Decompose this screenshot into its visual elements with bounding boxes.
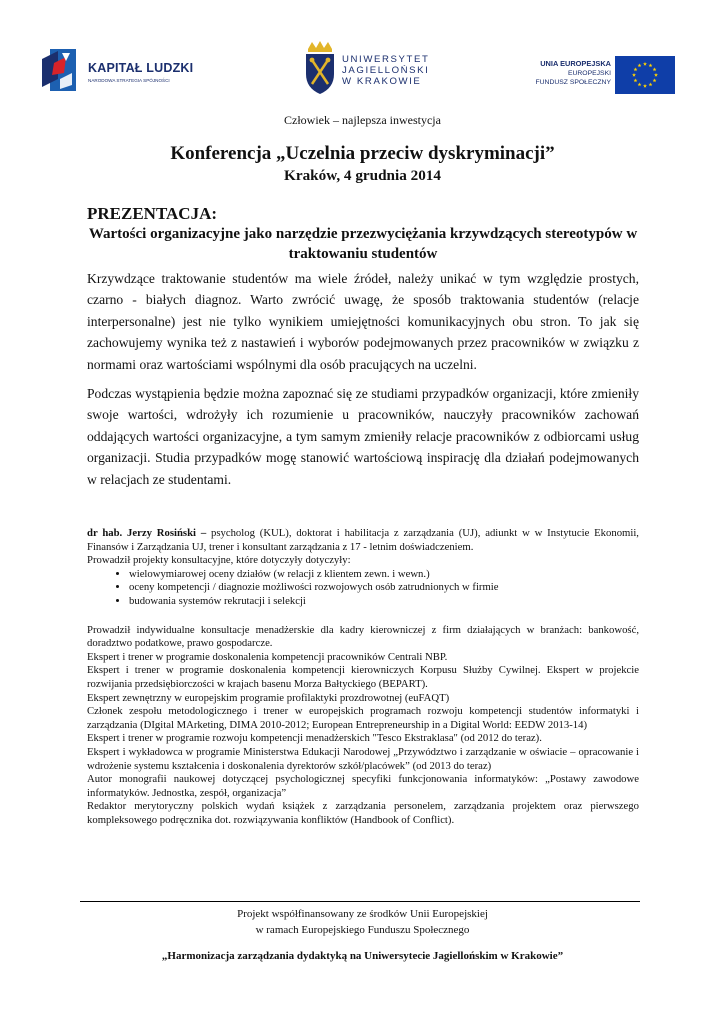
bio-line: Ekspert i trener w programie doskonalenia kompetencji pracowników Centrali NBP.: [87, 650, 448, 663]
bio-line: Ekspert i wykładowca w programie Ministerstwa Edukacji Narodowej „Przywództwo i zarządzanie w oświacie – opracowanie i wdrożenie systemu kształcenia i doskonalenia dyrektorów szkół/placówek” (od 2013 do teraz): [87, 745, 639, 772]
list-item: • budowania systemów rekrutacji i selekcji: [129, 595, 639, 609]
eu-flag-icon: [615, 56, 675, 94]
bio-intro-text: psycholog (KUL), doktorat i habilitacja z zarządzania (UJ), adiunkt w w Instytucie Ekonomii, Finansów i Zarządzania UJ, trener i konsultant zarządzania z 17 - letnim doświadczeniem.: [87, 527, 639, 553]
abstract-paragraph: Krzywdzące traktowanie studentów ma wiele źródeł, należy unikać w tym względzie prostych, czarno - białych diagnoz. Warto zwrócić uwagę, że sposób traktowania studentów (relacje interpersonalne) jest nie tylko wynikiem umiejętności komunikacyjnych obu stron. To jak się zachowujemy wynika też z nastawień i wyborów podejmowanych przez pracowników w związku z normami oraz wartościami wspólnymi dla osób pracujących na uczelni.: [87, 271, 639, 372]
bio-line: Prowadził indywidualne konsultacje menadżerskie dla kadry kierowniczej z firm działających w branżach: bankowość, doradztwo podatkowe, prawo gospodarcze.: [87, 623, 639, 650]
bio-line: Ekspert i trener w programie doskonalenia kompetencji kierowniczych Korpusu Służby Cywilnej. Ekspert w projekcie rozwijania przedsiębiorczości w krajach basenu Morza Bałtyckiego (BEPART).: [87, 664, 639, 690]
projects-intro: Prowadził projekty konsultacyjne, które dotyczyły dotyczyły:: [87, 554, 351, 567]
spacer: [87, 609, 639, 624]
kapital-ludzki-title: KAPITAŁ LUDZKI: [88, 61, 194, 75]
footer-cofinancing: Projekt współfinansowany ze środków Unii Europejskiej w ramach Europejskiego Funduszu Społecznego: [237, 908, 488, 936]
conference-date: Kraków, 4 grudnia 2014: [284, 167, 441, 184]
eu-logo: [515, 56, 675, 96]
uj-logo: [302, 40, 432, 102]
tagline: Człowiek – najlepsza inwestycja: [284, 113, 441, 127]
list-item: • oceny kompetencji / diagnozie możliwości rozwojowych osób zatrudnionych w firmie: [129, 581, 639, 595]
uj-crest-icon: [302, 40, 338, 96]
speaker-name: dr hab. Jerzy Rosiński –: [87, 527, 207, 539]
bio-line: Ekspert i trener w programie rozwoju kompetencji menadżerskich "Tesco Ekstraklasa" (od 2012 do teraz).: [87, 732, 542, 745]
kapital-ludzki-logo: [40, 45, 194, 95]
list-item: • wielowymiarowej oceny działów (w relacji z klientem zewn. i wewn.): [129, 568, 639, 582]
bio-intro: [87, 527, 639, 554]
kapital-ludzki-emblem-icon: [40, 45, 82, 95]
bio-line: Członek zespołu metodologicznego i trener w europejskich programach rozwoju kompetencji studentów informatyki i zarządzania (DIgital MArketing, DIMA 2010-2012; European Entrepreneurship in a Digital World: EEDW 2013-14): [87, 705, 639, 731]
bio-line: Ekspert zewnętrzny w europejskim programie profilaktyki prozdrowotnej (euFAQT): [87, 691, 450, 704]
presentation-title: Wartości organizacyjne jako narzędzie przezwyciężania krzywdzących stereotypów w traktowaniu studentów: [88, 226, 638, 262]
kapital-ludzki-subtitle: NARODOWA STRATEGIA SPÓJNOŚCI: [88, 78, 170, 83]
footer-project-title: „Harmonizacja zarządzania dydaktyką na Uniwersytecie Jagiellońskim w Krakowie”: [161, 950, 564, 962]
abstract-paragraph: Podczas wystąpienia będzie można zapoznać się ze studiami przypadków organizacji, które zmieniły swoje wartości, wdrożyły ich rozumienie u pracowników, nauczyły pracowników zachowań oddających wartości organizacyjne, a tym samym zmieniły relacje pracowników z odbiorcami usług organizacji. Studia przypadków mogę stanowić wartościową inspirację dla działań podejmowanych w relacjach ze studentami.: [87, 386, 639, 487]
footer-divider: [80, 901, 640, 902]
conference-title: Konferencja „Uczelnia przeciw dyskryminacji”: [170, 143, 555, 164]
presentation-label: PREZENTACJA:: [87, 204, 218, 223]
speaker-bio: [87, 527, 639, 827]
eu-text: UNIA EUROPEJSKA EUROPEJSKI FUNDUSZ SPOŁECZNY: [535, 59, 611, 86]
logo-header: [0, 40, 725, 102]
uj-name: UNIWERSYTET JAGIELLOŃSKI W KRAKOWIE: [342, 54, 430, 87]
bio-line: Redaktor merytoryczny polskich wydań książek z zarządzania personelem, zarządzania projektem oraz pierwszego kompleksowego podręcznika dot. rozwiązywania konfliktów (Handbook of Conflict).: [87, 800, 639, 826]
bio-line: Autor monografii naukowej dotyczącej psychologicznej specyfiki funkcjonowania informatyków: „Postawy zawodowe informatyków. Jednostka, zespół, organizacja”: [87, 773, 639, 799]
projects-list: [87, 568, 639, 609]
